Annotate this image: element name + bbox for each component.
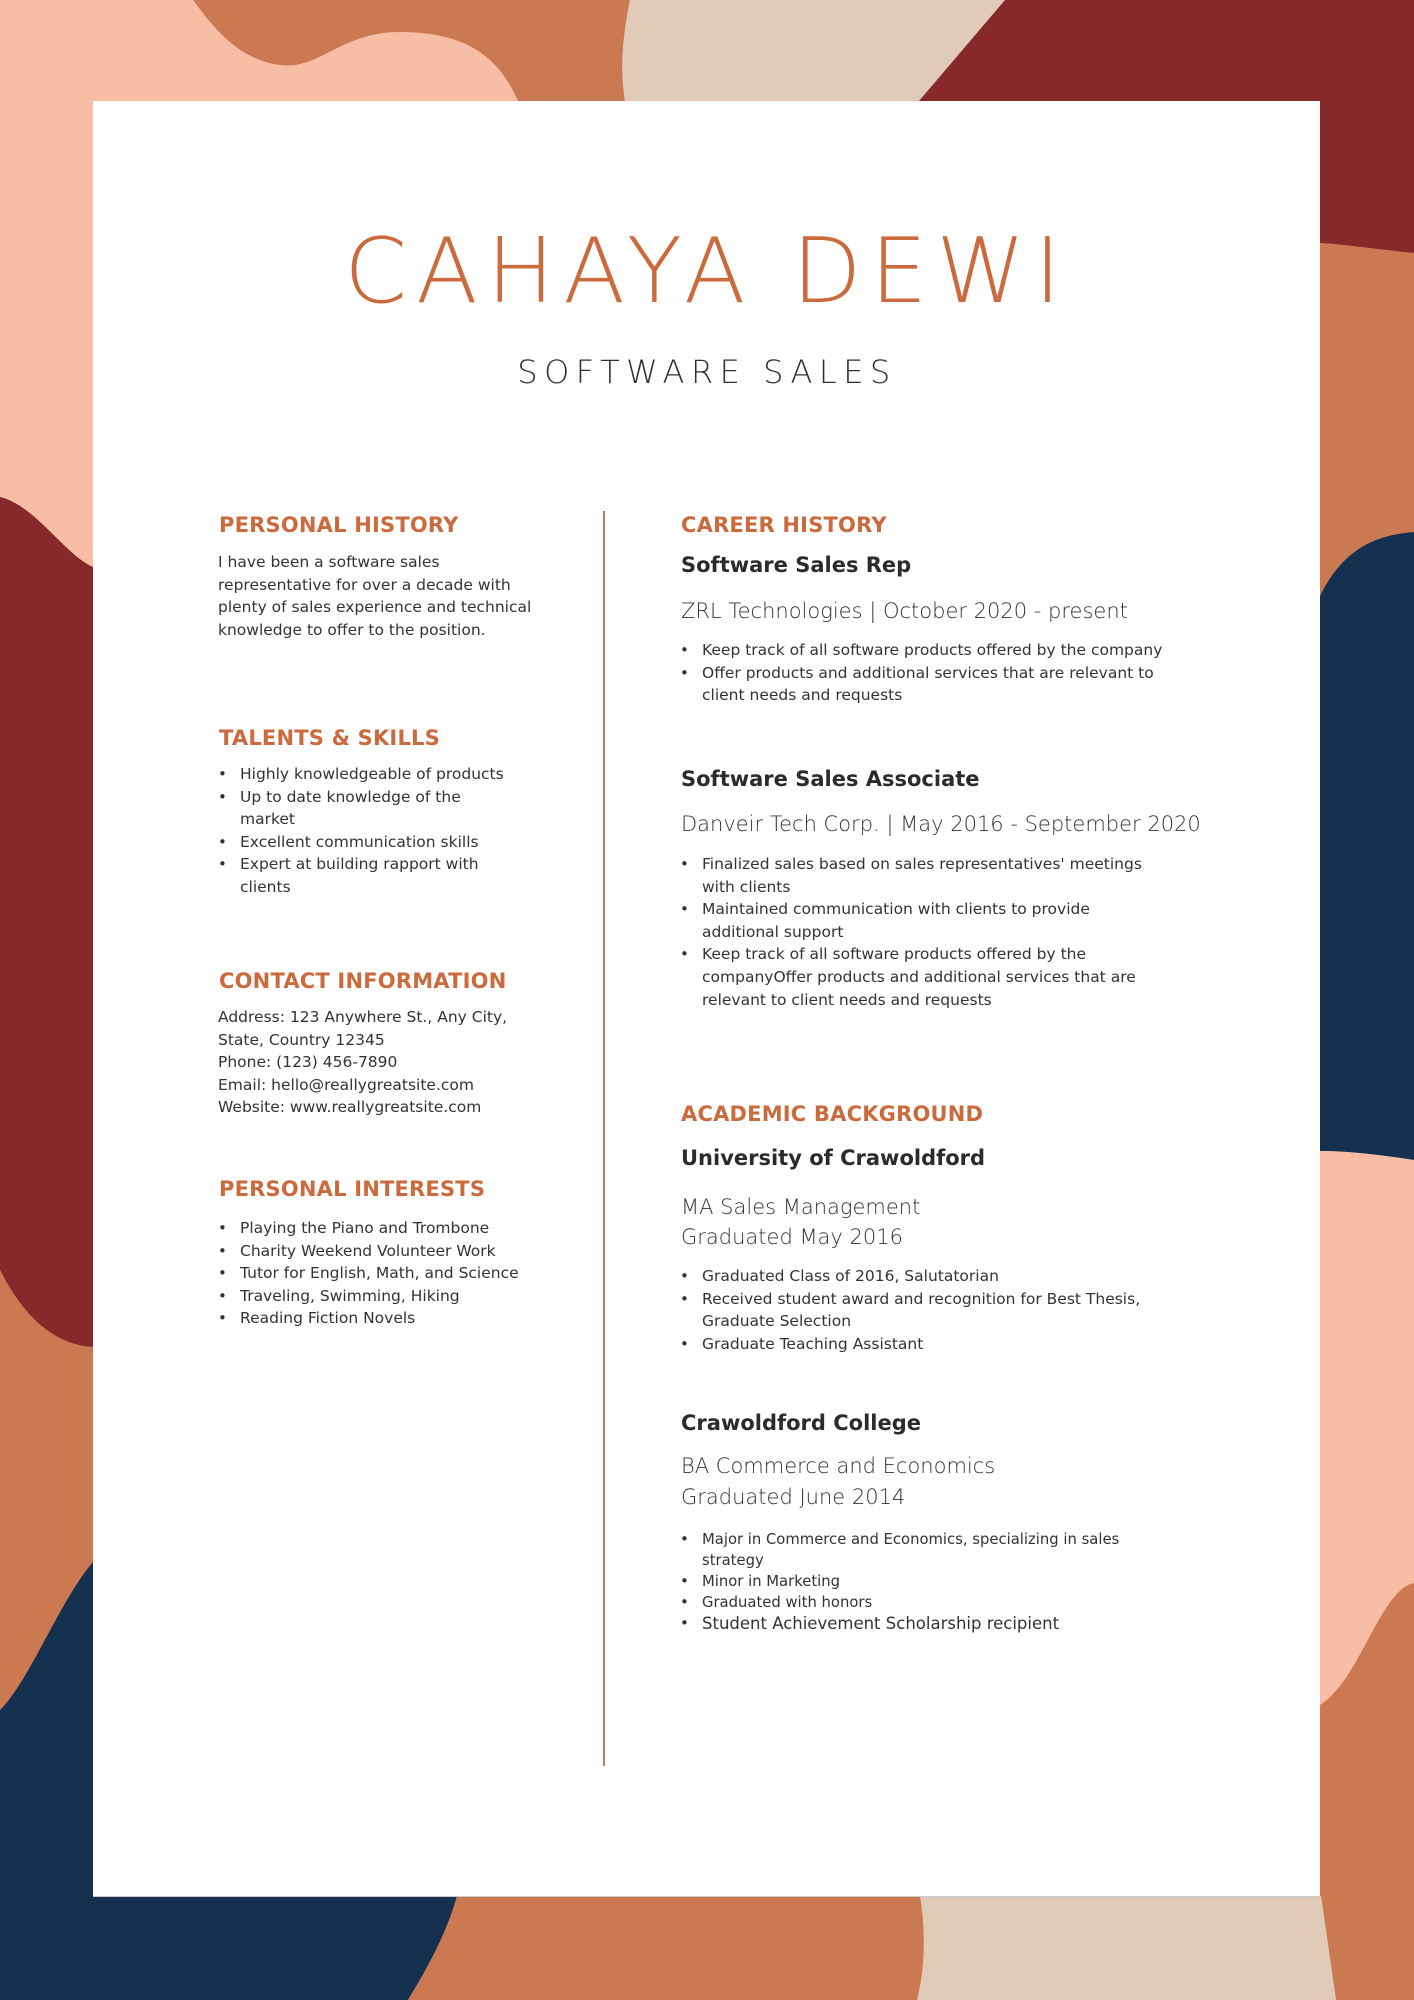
candidate-name: CAHAYA DEWI [344,219,1070,324]
school-achievement: • Graduated Class of 2016, Salutatorian [680,1265,1200,1288]
job-duties-list [680,853,1200,1011]
job-duty: • Keep track of all software products offered by the company [680,639,1200,662]
interest-item: • Traveling, Swimming, Hiking [218,1285,538,1308]
academic-heading: ACADEMIC BACKGROUND [681,1102,984,1126]
school-achievement: • Major in Commerce and Economics, specializing in sales strategy [680,1529,1162,1571]
job-meta: ZRL Technologies | October 2020 - present [681,599,1128,623]
school-achievement: • Minor in Marketing [680,1571,1200,1592]
contact-heading: CONTACT INFORMATION [219,969,507,993]
school-name: University of Crawoldford [681,1146,986,1170]
job-title: Software Sales Rep [681,553,912,577]
job-title: Software Sales Associate [681,767,980,791]
school-name: Crawoldford College [681,1411,922,1435]
job-duty: • Keep track of all software products offered by the companyOffer products and additional services that are relevant to client needs and requests [680,943,1172,1011]
contact-phone: Phone: (123) 456-7890 [218,1053,398,1072]
school-achievement: • Graduate Teaching Assistant [680,1333,1200,1356]
personal-history-heading: PERSONAL HISTORY [219,513,459,537]
skill-item: • Excellent communication skills [218,831,538,854]
skill-item: • Expert at building rapport with clients [218,853,505,898]
personal-history-text: I have been a software sales representative for over a decade with plenty of sales experience and technical knowledge to offer to the position. [218,553,532,639]
skills-list [218,763,538,899]
interests-heading: PERSONAL INTERESTS [219,1177,486,1201]
school-graduated: Graduated May 2016 [681,1225,903,1249]
interest-item: • Reading Fiction Novels [218,1307,538,1330]
job-duty: • Offer products and additional services that are relevant to client needs and requests [680,662,1182,707]
school-degree: MA Sales Management [681,1195,921,1219]
school-achievement: • Graduated with honors [680,1592,1200,1613]
job-duty: • Maintained communication with clients to provide additional support [680,898,1132,943]
job-meta: Danveir Tech Corp. | May 2016 - September 2020 [681,812,1201,836]
contact-email[interactable]: Email: hello@reallygreatsite.com [218,1075,474,1094]
school-achievement: • Received student award and recognition for Best Thesis, Graduate Selection [680,1288,1182,1333]
school-graduated: Graduated June 2014 [681,1485,906,1509]
interest-item: • Playing the Piano and Trombone [218,1217,538,1240]
job-duty: • Finalized sales based on sales representatives' meetings with clients [680,853,1172,898]
contact-info [218,1006,538,1119]
career-heading: CAREER HISTORY [681,513,887,537]
candidate-title: SOFTWARE SALES [517,353,897,391]
skill-item: • Highly knowledgeable of products [218,763,538,786]
skills-heading: TALENTS & SKILLS [219,726,440,750]
school-achievement: • Student Achievement Scholarship recipient [680,1613,1200,1634]
contact-website[interactable]: Website: www.reallygreatsite.com [218,1098,482,1117]
column-divider [603,511,605,1766]
job-duties-list [680,639,1200,707]
school-degree: BA Commerce and Economics [681,1454,996,1478]
interest-item: • Charity Weekend Volunteer Work [218,1240,538,1263]
school-achievements-list [680,1529,1200,1634]
school-achievements-list [680,1265,1200,1355]
skill-item: • Up to date knowledge of the market [218,786,505,831]
interests-list [218,1217,538,1330]
interest-item: • Tutor for English, Math, and Science [218,1262,538,1285]
contact-address: Address: 123 Anywhere St., Any City, State, Country 12345 [218,1008,508,1049]
